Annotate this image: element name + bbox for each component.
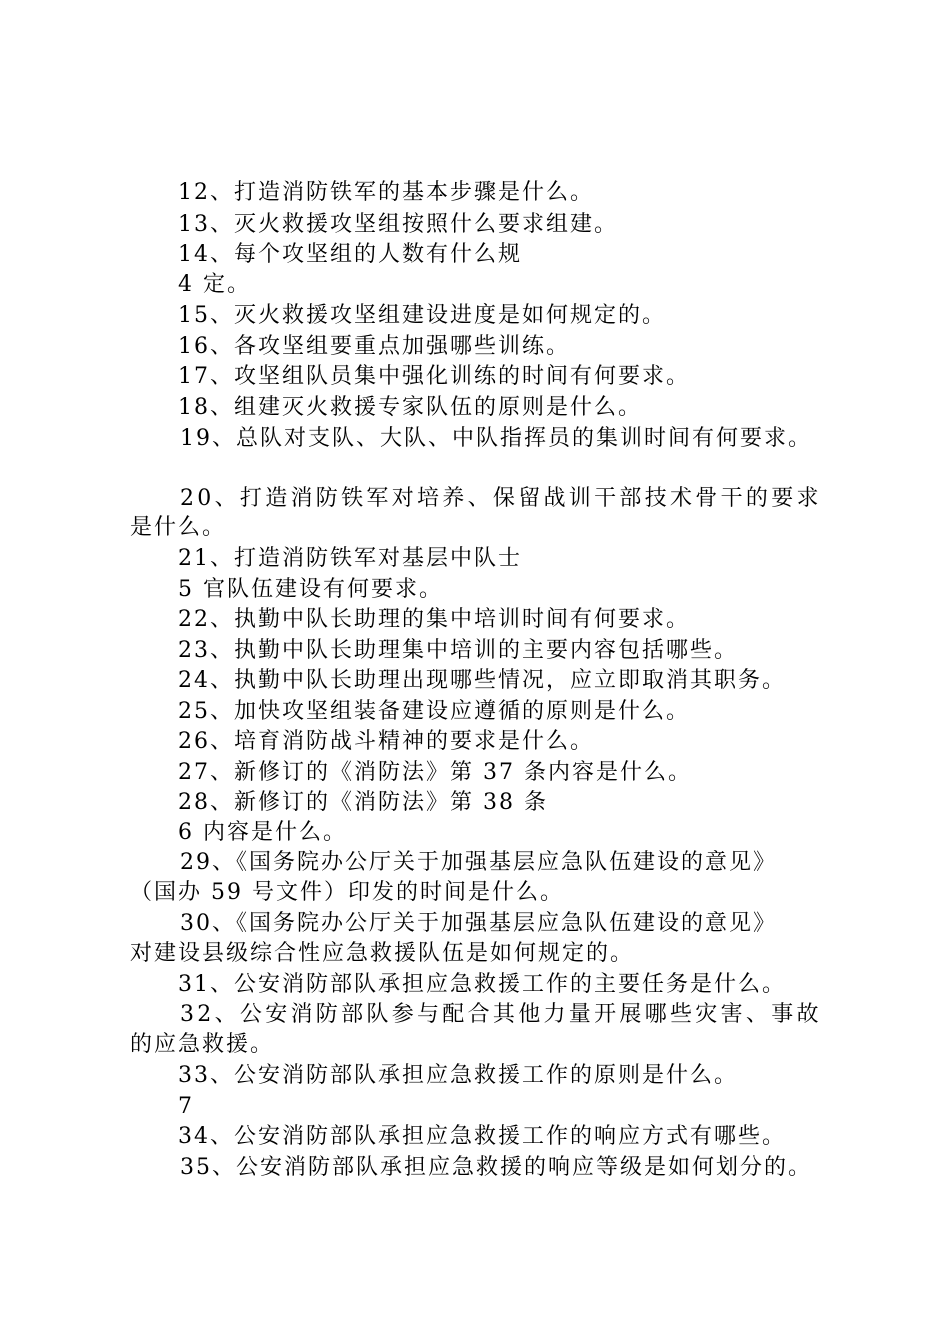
question-26: 26、培育消防战斗精神的要求是什么。 [178,729,594,754]
question-24: 24、执勤中队长助理出现哪些情况，应立即取消其职务。 [178,668,786,693]
question-16: 16、各攻坚组要重点加强哪些训练。 [178,334,570,359]
question-21: 21、打造消防铁军对基层中队士 [178,546,522,571]
question-30-continued: 对建设县级综合性应急救援队伍是如何规定的。 [130,941,635,966]
question-22: 22、执勤中队长助理的集中培训时间有何要求。 [178,607,690,632]
question-20: 20、打造消防铁军对培养、保留战训干部技术骨干的要求 [180,486,822,511]
question-21-continued: 5 官队伍建设有何要求。 [178,577,443,602]
question-33: 33、公安消防部队承担应急救援工作的原则是什么。 [178,1063,738,1088]
question-28-continued: 6 内容是什么。 [178,820,347,845]
question-35: 35、公安消防部队承担应急救援的响应等级是如何划分的。 [180,1155,812,1180]
question-28: 28、新修订的《消防法》第 38 条 [178,790,548,815]
question-29-continued: （国办 59 号文件）印发的时间是什么。 [130,880,564,905]
question-27: 27、新修订的《消防法》第 37 条内容是什么。 [178,760,692,785]
question-29: 29、《国务院办公厅关于加强基层应急队伍建设的意见》 [180,850,777,875]
question-30: 30、《国务院办公厅关于加强基层应急队伍建设的意见》 [180,911,777,936]
question-32-continued: 的应急救援。 [130,1032,275,1057]
question-12: 12、打造消防铁军的基本步骤是什么。 [178,180,594,205]
question-14: 14、每个攻坚组的人数有什么规 [178,242,522,267]
question-15: 15、灭火救援攻坚组建设进度是如何规定的。 [178,303,666,328]
question-20-continued: 是什么。 [130,515,227,540]
question-18: 18、组建灭火救援专家队伍的原则是什么。 [178,395,642,420]
question-23: 23、执勤中队长助理集中培训的主要内容包括哪些。 [178,638,738,663]
question-25: 25、加快攻坚组装备建设应遵循的原则是什么。 [178,699,690,724]
question-17: 17、攻坚组队员集中强化训练的时间有何要求。 [178,364,690,389]
question-34: 34、公安消防部队承担应急救援工作的响应方式有哪些。 [178,1124,786,1149]
question-31: 31、公安消防部队承担应急救援工作的主要任务是什么。 [178,972,786,997]
question-19: 19、总队对支队、大队、中队指挥员的集训时间有何要求。 [180,426,812,451]
question-14-continued: 4 定。 [178,272,251,297]
page-number: 7 [178,1094,194,1119]
question-32: 32、公安消防部队参与配合其他力量开展哪些灾害、事故 [180,1002,822,1027]
question-13: 13、灭火救援攻坚组按照什么要求组建。 [178,212,618,237]
